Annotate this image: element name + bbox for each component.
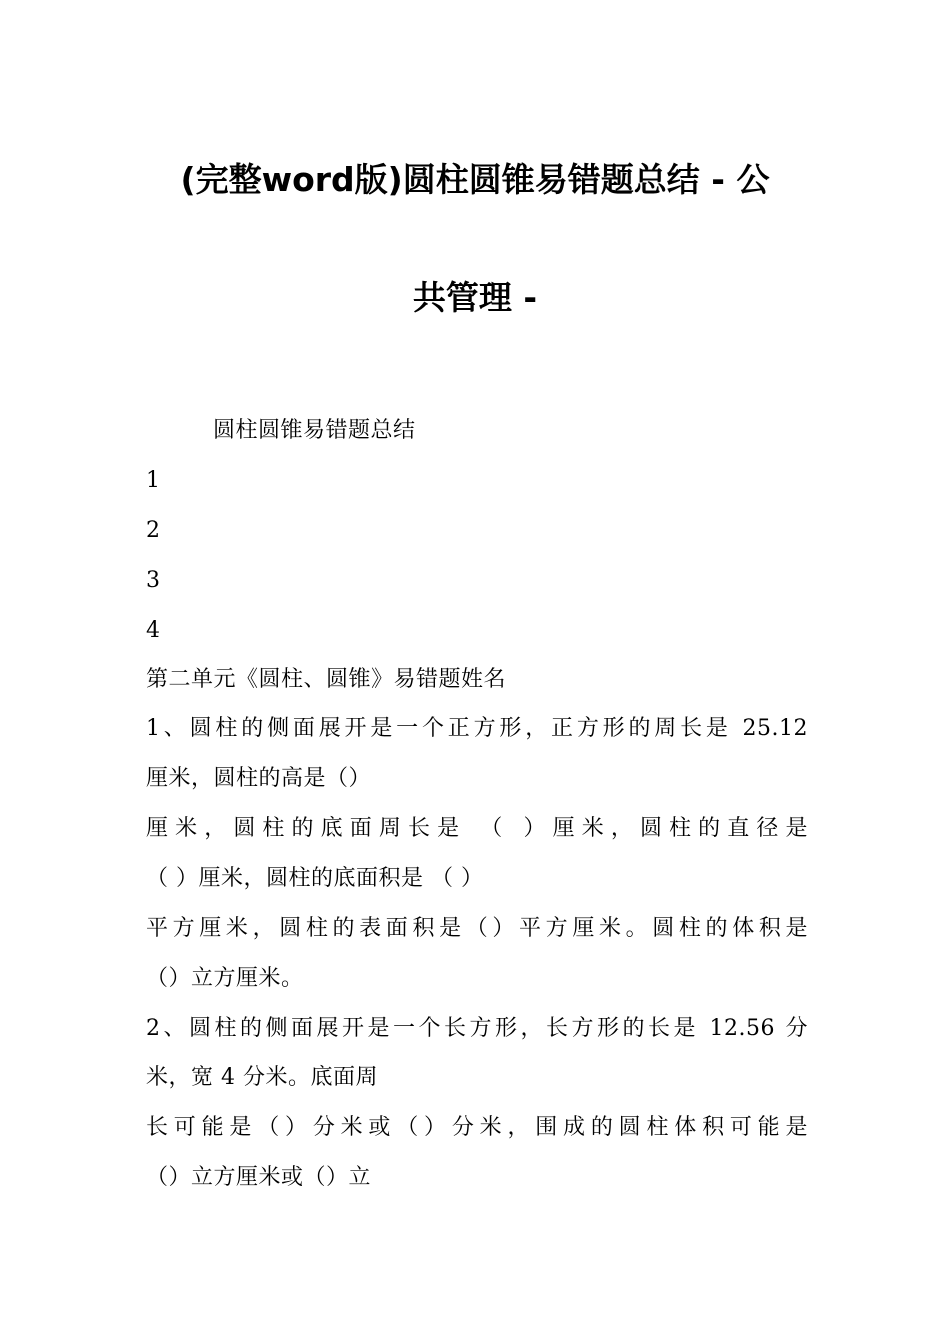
list-number-3: 3 xyxy=(146,568,161,593)
question-2-line-1: 2、圆柱的侧面展开是一个长方形，长方形的长是 12.56 分 xyxy=(146,1016,808,1041)
question-1-line-3: 厘米，圆柱的底面周长是 （ ）厘米，圆柱的直径是 xyxy=(146,816,808,841)
question-2-line-4: （）立方厘米或（）立 xyxy=(146,1165,372,1190)
question-1-line-1: 1、圆柱的侧面展开是一个正方形，正方形的周长是 25.12 xyxy=(146,716,808,741)
list-number-4: 4 xyxy=(146,618,161,643)
document-subtitle: 圆柱圆锥易错题总结 xyxy=(213,418,416,443)
question-1-line-4: （ ）厘米，圆柱的底面积是 （ ） xyxy=(146,866,484,891)
question-2-line-3: 长可能是（）分米或（）分米，围成的圆柱体积可能是 xyxy=(146,1115,808,1140)
list-number-2: 2 xyxy=(146,518,161,543)
question-1-line-2: 厘米，圆柱的高是（） xyxy=(146,766,372,791)
document-title-line-1: (完整word版)圆柱圆锥易错题总结 - 公 xyxy=(180,160,770,199)
unit-heading: 第二单元《圆柱、圆锥》易错题姓名 xyxy=(146,667,507,692)
list-number-1: 1 xyxy=(146,468,161,493)
question-2-line-2: 米，宽 4 分米。底面周 xyxy=(146,1065,378,1090)
question-1-line-6: （）立方厘米。 xyxy=(146,966,304,991)
question-1-line-5: 平方厘米，圆柱的表面积是（）平方厘米。圆柱的体积是 xyxy=(146,916,808,941)
document-title-line-2: 共管理 - xyxy=(412,278,538,317)
